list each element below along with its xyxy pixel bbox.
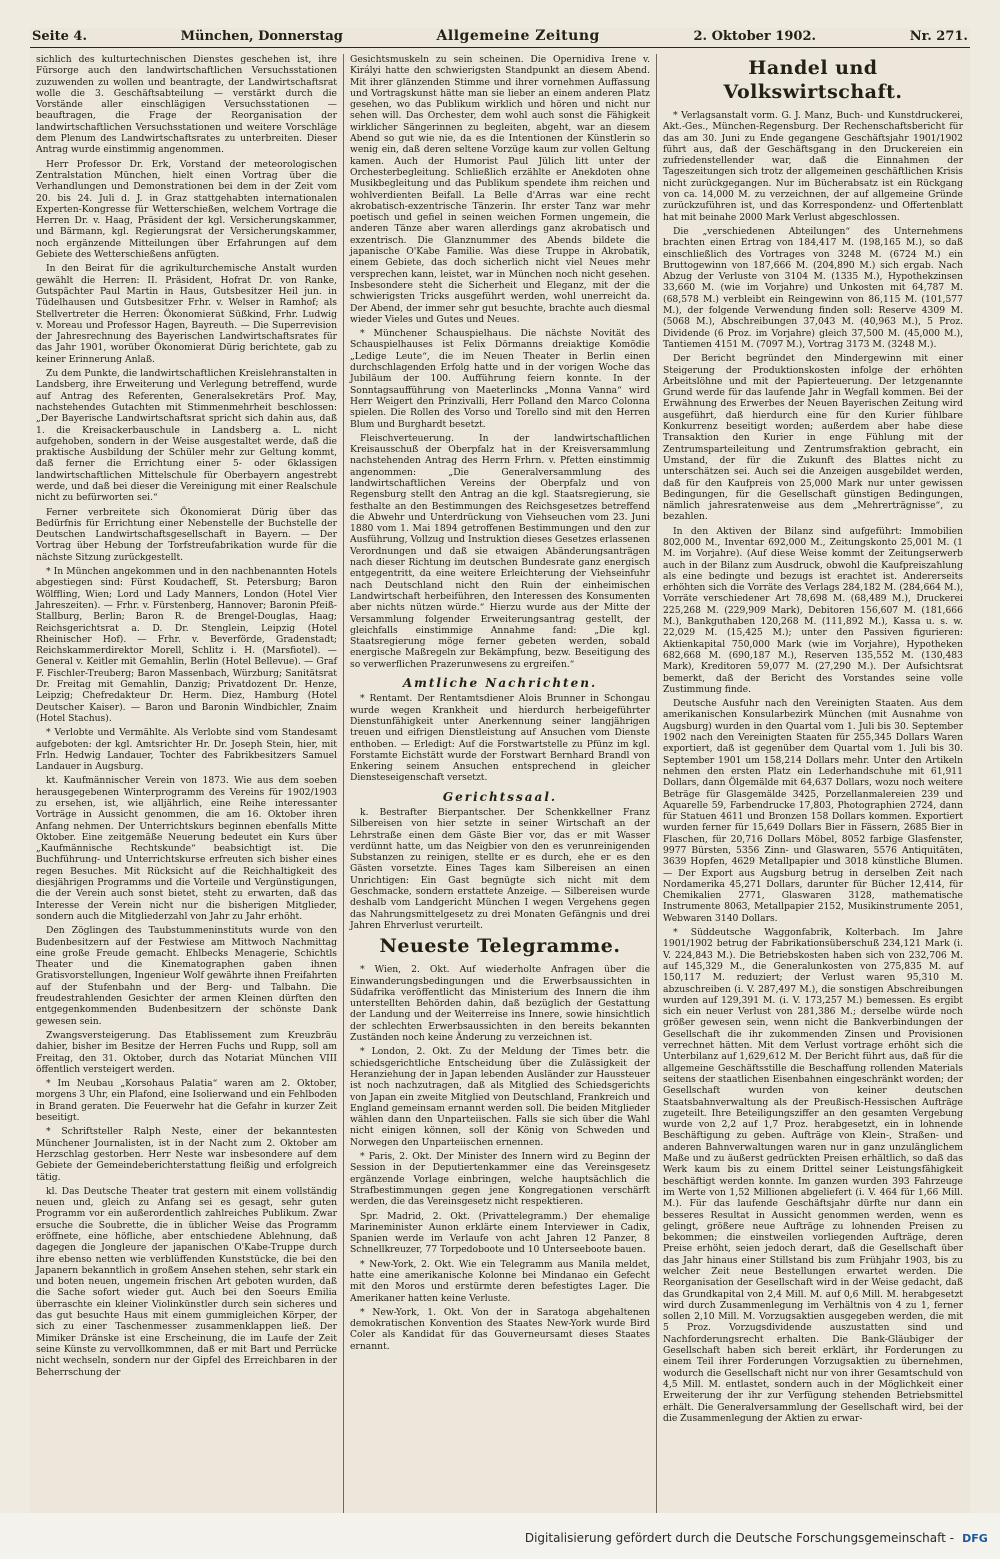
- article-paragraph: Die „verschiedenen Abteilungen“ des Unternehmens brachten einen Ertrag von 184,417 M. (198,165 M.), so daß einschließlich des Vortrages von 3248 M. (6724 M.) ein Bruttogewinn von 187,666 M. (204,890 M.) sich ergab. Nach Abzug der Verluste von 3104 M. (1335 M.), Hypothekzinsen 33,660 M. (wie im Vorjahre) und Unkosten mit 64,787 M. (68,578 M.) verbleibt ein Reingewinn von 86,115 M. (101,577 M.), der folgende Verwendung finden soll: Reserve 4309 M. (5068 M.), Abschreibungen 37,043 M. (40,963 M.), 5 Proz. Dividende (6 Proz. im Vorjahre) gleich 37,500 M. (45,000 M.), Tantiemen 4151 M. (7097 M.), Vortrag 3173 M. (3248 M.).: [663, 225, 963, 350]
- article-paragraph: k. Bestrafter Bierpantscher. Der Schenkkellner Franz Silbereisen von hier setzte in seiner Wirtschaft an der Lehrstraße einen dem Gäste Bier vor, das er mit Wasser verdünnt hatte, um das Neigbier von den es verunreinigenden Substanzen zu reinigen, stellte er es durch, ehe er es den Gästen vorsetzte. Eines Tages kam Silbereisen an einen Unrichtigen: Ein Gast begnügte sich nicht mit dem Geschmacke, sondern erstattete Anzeige. — Silbereisen wurde deshalb vom Landgericht München I wegen Vergehens gegen das Nahrungsmittelgesetz zu drei Monaten Gefängnis und drei Jahren Ehrverlust verurteilt.: [350, 807, 650, 931]
- article-paragraph: * Verlobte und Vermählte. Als Verlobte sind vom Standesamt aufgeboten: der kgl. Amtsrichter Hr. Dr. Joseph Stein, hier, mit Frln. Hedwig Landauer, Tochter des Fabrikbesitzers Samuel Landauer in Augsburg.: [36, 727, 337, 773]
- article-paragraph: Deutsche Ausfuhr nach den Vereinigten Staaten. Aus dem amerikanischen Konsularbezirk München (mit Ausnahme von Augsburg) wurden in den Quartal vom 1. Juli bis 30. September 1902 nach den Vereinigten Staaten für 255,345 Dollars Waren exportiert, daß ist gegenüber dem Quartal vom 1. Juli bis 30. September 1901 um 158,214 Dollars mehr. Unter den Artikeln nehmen den ersten Platz ein Lederhandschuhe mit 61,911 Dollars, dann Ölgemälde mit 64,637 Dollars, wozu noch weitere Beträge für Glasgemälde 3425, Porzellanmalereien 239 und Aquarelle 59, Farbendrucke 17,803, Photographien 2724, dann für Statuen 4611 und Bronzen 158 Dollars kommen. Exportiert wurden ferner für 15,649 Dollars Bier in Fässern, 2685 Bier in Flaschen, für 20,716 Dollars Möbel, 8052 farbige Glasfenster, 9977 Bürsten, 5356 Zinn- und Glaswaren, 5576 Antiquitäten, 3639 Hopfen, 4629 Metallpapier und 3018 künstliche Blumen. — Der Export aus Augsburg betrug in derselben Zeit nach Nordamerika 45,271 Dollars, darunter für Bücher 12,414, für Chemikalien 2771, Glaswaren 3128, mathematische Instrumente 8063, Metallpapier 2152, Musikinstrumente 2051, Webwaren 3140 Dollars.: [663, 698, 963, 924]
- article-paragraph: Ferner verbreitete sich Ökonomierat Dürig über das Bedürfnis für Errichtung einer Nebenstelle der Buchstelle der Deutschen Landwirtschaftsgesellschaft in Bayern. — Der Vortrag über Hebung der Torfstreufabrikation wurde für die nächste Sitzung zurückgestellt.: [36, 506, 337, 563]
- article-paragraph: Herr Professor Dr. Erk, Vorstand der meteorologischen Zentralstation München, hielt einen Vortrag über die Verhandlungen und Demonstrationen bei dem in der Zeit vom 20. bis 24. Juli d. J. in Graz stattgehabten internationalen Experten-Kongresse für Wetterschießen, welchem Vortrage die Herren Dr. v. Haag, Präsident der kgl. Versicherungskammer, und Bärmann, kgl. Regierungsrat der Versicherungskammer, noch ergänzende Mitteilungen über Erfahrungen auf dem Gebiete des Wetterschießens anfügten.: [36, 158, 337, 261]
- footer-credit: Digitalisierung gefördert durch die Deutsche Forschungsgemeinschaft -: [524, 1531, 954, 1545]
- masthead: [30, 28, 970, 48]
- article-paragraph: kt. Kaufmännischer Verein von 1873. Wie aus dem soeben herausgegebenen Winterprogramm des Vereins für 1902/1903 zu ersehen, ist, wie alljährlich, eine Reihe interessanter Vorträge in Aussicht genommen, die am 16. Oktober ihren Anfang nehmen. Der Unterrichtskurs beginnen ebenfalls Mitte Oktober. Eine zeitgemäße Neuerung bedeutet ein Kurs über „Kaufmännische Rechtskunde“ beabsichtigt ist. Die Buchführung- und Unterrichtskurse erfreuten sich bisher eines regen Besuches. Mit Rücksicht auf die Reichhaltigkeit des diesjährigen Programms und die Vorteile und Vergünstigungen, die der Verein auch sonst bietet, steht zu erwarten, daß das Interesse der Verein nicht nur die bisherigen Mitglieder, sondern auch die Mitgliederzahl von Jahr zu Jahr erhöht.: [36, 775, 337, 922]
- column-2: [343, 54, 656, 1513]
- article-paragraph: * London, 2. Okt. Zu der Meldung der Times betr. die schiedsgerichtliche Entscheidung über die Zulässigkeit der Heranziehung der in Japan lebenden Ausländer zur Haussteuer ist noch nachzutragen, daß als Mitglied des Schiedsgerichts von Japan ein zweite Mitglied von Deutschland, Frankreich und England gemeinsam ernannt werden soll. Die beiden Mitglieder wählen dann den Unparteiischen. Falls sie sich über die Wahl nicht einigen können, soll der König von Schweden und Norwegen den Unparteiischen ernennen.: [350, 1046, 650, 1148]
- article-paragraph: * Schriftsteller Ralph Neste, einer der bekanntesten Münchener Journalisten, ist in der Nacht zum 2. Oktober am Herzschlag gestorben. Herr Neste war insbesondere auf dem Gebiete der Gemeindeberichterstattung fleißig und erfolgreich tätig.: [36, 1126, 337, 1183]
- article-paragraph: Spr. Madrid, 2. Okt. (Privattelegramm.) Der ehemalige Marineminister Aunon erklärte einem Interviewer in Cadix, Spanien werde im Verlaufe von acht Jahren 12 Panzer, 8 Schnellkreuzer, 77 Torpedoboote und 10 Unterseeboote bauen.: [350, 1210, 650, 1256]
- newspaper-page: [30, 28, 970, 1513]
- newspaper-title: Allgemeine Zeitung: [436, 28, 600, 44]
- article-paragraph: * New-York, 1. Okt. Von der in Saratoga abgehaltenen demokratischen Konvention des Staates New-York wurde Bird Coler als Kandidat für das Gouverneursamt dieses Staates ernannt.: [350, 1306, 650, 1352]
- article-paragraph: Zu dem Punkte, die landwirtschaftlichen Kreislehranstalten in Landsberg, ihre Erweiterung und Verlegung betreffend, wurde auf Antrag des Referenten, Generalsekretärs Prof. May, nachstehendes Gutachten mit Stimmenmehrheit beschlossen: „Der Bayerische Landwirtschaftsrat spricht sich dahin aus, daß 1. die Kreisackerbauschule in Landsberg a. L. nicht aufgehoben, sondern in der Weise ausgestaltet werde, daß die praktische Ausbildung der Schüler mehr zur Geltung kommt, daß ferner die Errichtung einer 5- oder 6klassigen landwirtschaftlichen Mittelschule für Oberbayern angestrebt werde, und daß bei dieser die Vereinigung mit einer Realschule nicht zu befürworten sei.“: [36, 368, 337, 504]
- article-paragraph: In den Beirat für die agrikulturchemische Anstalt wurden gewählt die Herren: II. Präsident, Hofrat Dr. von Ranke, Gutspächter Paul Martin in Haus, Gutsbesitzer Heil jun. in Tüdelhausen und Gutsbesitzer Frhr. v. Welser in Ramhof; als Stellvertreter die Herren: Ökonomierat Süßkind, Frhr. Ludwig v. Moreau und Professor Hagen, Bayreuth. — Die Superrevision der Jahresrechnung des Bayerischen Landwirtschaftsrates für das Jahr 1901, worüber Ökonomierat Dürig berichtete, gab zu keiner Erinnerung Anlaß.: [36, 263, 337, 365]
- article-paragraph: * In München angekommen und in den nachbenannten Hotels abgestiegen sind: Fürst Koudacheff, St. Petersburg; Baron Wölffling, Wien; Lord und Lady Manners, London (Hotel Vier Jahreszeiten). — Frhr. v. Fürstenberg, Hannover; Baronin Pfeiß-Stallburg, Berlin; Baron R. de Brengel-Douglas, Haag; Reichsgerichtsrat a. D. Dr. Stenglein, Leipzig (Hotel Rheinischer Hof). — Frhr. v. Beverförde, Gradenstadt; Reichskammerdirektor Morell, Schlitz i. H. (Marsfiotel). — General v. Keitler mit Gemahlin, Berlin (Hotel Bellevue). — Graf F. Fischler-Treuberg; Baron Massenbach, Würzburg; Sanitätsrat Dr. Freitag mit Gemahlin, Danzig; Privatdozent Dr. Henze, Leipzig; Chefredakteur Dr. Herm. Diez, Hamburg (Hotel Deutscher Kaiser). — Baron und Baronin Windbichler, Znaim (Hotel Stachus).: [36, 566, 337, 724]
- article-paragraph: * Münchener Schauspielhaus. Die nächste Novität des Schauspielhauses ist Felix Dörmanns dreiaktige Komödie „Ledige Leute“, die im Neuen Theater in Berlin einen durchschlagenden Erfolg hatte und in der vorigen Woche das Jubiläum der 100. Aufführung feiern konnte. In der Sonntagsaufführung von Maeterlincks „Monna Vanna“ wird Herr Weigert den Prinzivalli, Herr Polland den Marco Colonna spielen. Die Rollen des Vorso und Torello sind mit den Herren Blum und Burghardt besetzt.: [350, 328, 650, 430]
- article-paragraph: * Süddeutsche Waggonfabrik, Kolterbach. Im Jahre 1901/1902 betrug der Fabrikationsüberschuß 234,121 Mark (i. V. 224,843 M.). Die Betriebskosten haben sich von 232,706 M. auf 145,329 M., die Generalunkosten von 275,835 M. auf 150,117 M. reduziert; der Verlust waren 95,310 M. abzuschreiben (i. V. 287,497 M.), die sonstigen Abschreibungen wurden auf 129,391 M. (i. V. 173,257 M.) bemessen. Es ergibt sich ein neuer Verlust von 281,386 M.; derselbe würde noch größer gewesen sein, wenn nicht die Bankverbindungen der Gesellschaft die ihr zukommenden Zinsen und Provisionen verrechnet hätten. Mit dem Verlust vortrage erhöht sich die Unterbilanz auf 1,629,612 M. Der Bericht führt aus, daß für die allgemeine Geschäftsstille die Beschaffung rollenden Materials seitens der staatlichen Eisenbahnen eingeschränkt worden; der Gesellschaft wurden von keiner deutschen Staatsbahnverwaltung als der Preußisch-Hessischen Aufträge zugeteilt. Ihre Beteiligungsziffer an den gesamten Vergebung wurde von 2,2 auf 1,7 Proz. herabgesetzt, ein in lohnende Beschäftigung zu geben. Aufträge von Klein-, Straßen- und anderen Bahnverwaltungen waren nur in ganz unzulänglichem Maße und zu äußerst gedrückten Preisen erhältlich, so daß das Werk kaum bis zu einem Drittel seiner Leistungsfähigkeit beschäftigt werden konnte. Im ganzen wurden 393 Fahrzeuge im Werte von 1,52 Millionen abgeliefert (i. V. 464 für 1,66 Mill. M.). Für das laufende Geschäftsjahr dürfte nur dann ein besseres Resultat in Aussicht genommen werden, wenn es gelingt, größere neue Aufträge zu lohnenden Preisen zu bekommen; die einstweilen vorliegenden Aufträge, deren Preise erhöht, seien jedoch derart, daß die Gesellschaft über das Jahr hinaus einer Stillstand bis zum Frühjahr 1903, bis zu welcher Zeit neue Bestellungen erwartet werden. Die Reorganisation der Gesellschaft wird in der Weise gedacht, daß das Grundkapital von 2,4 Mill. M. auf 0,6 Mill. M. herabgesetzt wird durch Zusammenlegung im Verhältnis von 4 zu 1, ferner sollen 2,10 Mill. M. Vorzugsaktien ausgegeben werden, die mit 5 Proz. Vorzugsdividende auszustatten sind und Nachforderungsrecht erhalten. Die Bank-Gläubiger der Gesellschaft haben sich bereit erklärt, ihr Forderungen zu einem Teil ihrer Forderungen Vorzugsaktien zu übernehmen, wodurch die Gesellschaft nicht nur von ihrer Gesamtschuld von 4,5 Mill. M. entlastet, sondern auch in der Möglichkeit einer Erweiterung der ihr zur Verfügung stehenden Betriebsmittel erhält. Die Generalversammlung der Gesellschaft wird, bei der die Zusammenlegung der Aktien zu erwar-: [663, 927, 963, 1424]
- article-paragraph: kl. Das Deutsche Theater trat gestern mit einem vollständig neuen und, gleich zu Anfang sei es gesagt, sehr guten Programm vor ein außerordentlich zahlreiches Publikum. Zwar ersuche die Soubrette, die in üblicher Weise das Programm eröffnete, eine höfliche, aber entschiedene Ablehnung, daß dagegen die Jongleure der japanischen O'Kabe-Truppe durch ihre ebenso netten wie verblüffenden Kunststücke, die bei den Japanern bekanntlich in großem Ansehen stehen, sehr stark ein und boten neuen, ungemein frischen Art geboten wurden, daß die Sache sofort wieder gut. Auch bei den Soeurs Emilia überraschte ein kleiner Violinkünstler durch sein sicheres und das gut besuchte Haus mit einem gummigleichen Körper, der sich zu einer Taschenmesser zusammenklappen ließ. Der Mimiker Dränske ist eine Erscheinung, die im Laufe der Zeit seine Künste zu vervollkommnen, daß er mit Bart und Perrücke nicht wechseln, sondern nur der Gipfel des Erreichbaren in der Beherrschung der: [36, 1185, 337, 1378]
- article-paragraph: Gesichtsmuskeln zu sein scheinen. Die Opernidiva Irene v. Királyi hatte den schwierigsten Standpunkt an diesem Abend. Mit ihrer glänzenden Stimme und ihrer vornehmen Auffassung und Vortragskunst hätte man sie lieber an einem anderen Platz gesehen, wo das Publikum wirklich und hören und nicht nur sehen will. Das Orchester, dem wohl auch sonst die Fähigkeit wirklicher Sängerinnen zu begleiten, abgeht, war an diesem Abend so gut wie nie, da es die Intentionen der Künstlerin so wenig ein, daß deren seltene Vorzüge kaum zur vollen Geltung kamen. Auch der Humorist Paul Jülich litt unter der Orchesterbegleitung. Schließlich erzählte er Anekdoten ohne Musikbegleitung und das Publikum spendete ihm reichen und wohlverdienten Beifall. La Belle d'Arras war eine recht akrobatisch-exzentrische Tänzerin. Ihr erster Tanz war mehr poetisch und gefiel in seinen weichen Formen ungemein, die anderen Tänze aber waren allerdings ganz akrobatisch und exzentrisch. Die Glanznummer des Abends bildete die japanische O'Kabe Familie. Was diese Truppe in Akrobatik, einem Gebiete, das doch sicherlich nicht viel Neues mehr versprechen kann, leistet, war in München noch nicht gesehen. Insbesondere steht die Sicherheit und Eleganz, mit der die schwierigsten Tricks ausgeführt werden, wohl unerreicht da. Der Abend, der immer sehr gut besuchte, brachte auch diesmal wieder Vieles und Gutes und Neues.: [350, 54, 650, 325]
- place-day: München, Donnerstag: [180, 29, 343, 44]
- issue-date: 2. Oktober 1902.: [693, 29, 817, 44]
- article-paragraph: * Paris, 2. Okt. Der Minister des Innern wird zu Beginn der Session in der Deputiertenkammer eine das Vereinsgesetz ergänzende Vorlage einbringen, welche hauptsächlich die Strafbestimmungen gegen jene Kongregationen verschärft werden, die das Vereinsgesetz nicht respektieren.: [350, 1151, 650, 1208]
- article-paragraph: * New-York, 2. Okt. Wie ein Telegramm aus Manila meldet, hatte eine amerikanische Kolonne bei Mindanao ein Gefecht mit den Moros und erstürmte deren befestigtes Lager. Die Amerikaner hatten keine Verluste.: [350, 1258, 650, 1304]
- article-paragraph: sichlich des kulturtechnischen Dienstes geschehen ist, ihre Fürsorge auch den landwirtschaftlichen Versuchsstationen zuzuwenden zu wollen und beantragte, der Landwirtschaftsrat wolle die 3. Geschäftsabteilung — verstärkt durch die Vorstände aller einschlägigen Versuchsstationen — beauftragen, die Frage der Reorganisation der landwirtschaftlichen Versuchsstationen und weitere Vorschläge dem Plenum des Landwirtschaftsrates zu unterbreiten. Dieser Antrag wurde einstimmig angenommen.: [36, 54, 337, 156]
- article-paragraph: Fleischverteuerung. In der landwirtschaftlichen Kreisausschuß der Oberpfalz hat in der Kreisversammlung nachstehenden Antrag des Herrn Frhrn. v. Pfetten einstimmig angenommen: „Die Generalversammlung des landwirtschaftlichen Vereins der Oberpfalz und von Regensburg stellt den Antrag an die kgl. Staatsregierung, sie festhalte an den Bestimmungen des Reichsgesetzes betreffend die Abwehr und Unterdrückung von Viehseuchen vom 23. Juni 1880 vom 1. Mai 1894 getroffenen Bestimmungen und den zur Ausführung, Vollzug und Instruktion dieses Gesetzes erlassenen Verordnungen und daß sie etwaigen Abänderungsanträgen nach dieser Richtung im deutschen Bundesrate ganz energisch entgegentritt, da eine weitere Erleichterung der Viehseinfuhr nach Deutschland nicht den Ruin der einheimischen Landwirtschaft herbeiführen, den Interessen des Konsumenten aber nichts nützen würde.“ Hierzu wurde aus der Mitte der Versammlung folgender Erweiterungsantrag gestellt, der gleichfalls einstimmige Annahme fand: „Die kgl. Staatsregierung möge ferner gebeten werden, sobald energische Maßregeln zur Bekämpfung, bezw. Beseitigung des so verwerflichen Prazerunwesens zu ergreifen.“: [350, 432, 650, 670]
- article-paragraph: * Verlagsanstalt vorm. G. J. Manz, Buch- und Kunstdruckerei, Akt.-Ges., München-Regensburg. Der Rechenschaftsbericht für das am 30. Juni zu Ende gegangene Geschäftsjahr 1901/1902 führt aus, daß der Geschäftsgang in den Druckereien ein zufriedenstellender war, daß die Einnahmen der Tageszeitungen sich trotz der allgemeinen geschäftlichen Krisis nicht zurückgegangen. Nur im Bücherabsatz ist ein Rückgang von ca. 14,000 M. zu verzeichnen, der auf allgemeine Gründe zurückzuführen ist, und das Korrespondenz- und Offertenblatt hat mit beinahe 2000 Mark Verlust abgeschlossen.: [663, 110, 963, 223]
- article-paragraph: * Rentamt. Der Rentamtsdiener Alois Brunner in Schongau wurde wegen Krankheit und hierdurch herbeigeführter Dienstunfähigkeit unter Anerkennung seiner langjährigen treuen und eifrigen Dienstleistung auf Ansuchen vom Dienste enthoben. — Erledigt: Auf die Forstwartstelle zu Pfünz im kgl. Forstamte Eichstätt wurde der Forstwart Bernhard Brandl von Enkering seinem Ansuchen entsprechend in gleicher Diensteseigenschaft versetzt.: [350, 693, 650, 784]
- article-paragraph: Den Zöglingen des Taubstummeninstituts wurde von den Budenbesitzern auf der Festwiese am Mittwoch Nachmittag eine große Freude gemacht. Ehlbecks Menagerie, Schichtls Theater und die Kinematographen gaben ihnen Gratisvorstellungen, Ingenieur Wolf gewährte ihnen Freifahrten auf der Stufenbahn und der Berg- und Talbahn. Die freudestrahlenden Gesichter der armen Kleinen dürften den entgegenkommenden Budenbesitzern der schönste Dank gewesen sein.: [36, 925, 337, 1027]
- article-paragraph: Zwangsversteigerung. Das Etablissement zum Kreuzbräu dahier, bisher im Besitze der Herren Fuchs und Rupp, soll am Freitag, den 31. Oktober, durch das Notariat München VIII öffentlich versteigert werden.: [36, 1029, 337, 1075]
- article-paragraph: * Wien, 2. Okt. Auf wiederholte Anfragen über die Einwanderungsbedingungen und die Erwerbsaussichten in Südafrika veröffentlicht das Ministerium des Innern die ihm unterstellten Behörden dahin, daß bezüglich der Gestattung der Landung und der Weiterreise ins Innere, sowie hinsichtlich der schlechten Erwerbsaussichten in den bereits bekannten Zuständen noch keine Änderung zu verzeichnen ist.: [350, 964, 650, 1044]
- issue-number: Nr. 271.: [909, 29, 968, 44]
- dfg-logo-icon: DFG: [962, 1532, 988, 1545]
- digitization-footer: [0, 1513, 1000, 1559]
- section-heading-gerichtssaal: Gerichtssaal.: [442, 789, 558, 804]
- article-paragraph: In den Aktiven der Bilanz sind aufgeführt: Immobilien 802,000 M., Inventar 692,000 M., Zeitungskonto 25,001 M. (1 M. im Vorjahre). (Auf diese Weise kommt der Zeitungserwerb auch in der Bilanz zum Ausdruck, obwohl die Kaufpreiszahlung als eine bedingte und bezugs ist erachtet ist. Andererseits erhöhten sich die Vorräte des Verlags 284,182 M. (284,664 M.), Vorräte verschiedener Art 78,698 M. (68,489 M.), Druckerei 225,268 M. (229,909 Mark), Debitoren 156,607 M. (181,666 M.), Bankguthaben 120,268 M. (111,892 M.), Kassa u. s. w. 22,029 M. (15,425 M.); unter den Passiven figurieren: Aktienkapital 750,000 Mark (wie im Vorjahre), Hypotheken 682,668 M. (690,187 M.), Reserven 135,552 M. (130,483 Mark), Kreditoren 59,077 M. (27,290 M.). Der Aufsichtsrat bemerkt, daß der Bericht des Vorstandes seine volle Zustimmung finde.: [663, 525, 963, 695]
- column-3: [656, 54, 969, 1513]
- article-paragraph: Der Bericht begründet den Mindergewinn mit einer Steigerung der Produktionskosten infolge der erhöhten Arbeitslöhne und mit der Papierteuerung. Der letzgenannte Grund werde für das laufende Jahr in Wegfall kommen. Bei der Erwähnung des Erwerbes der Neuen Bayerischen Zeitung wird ausgeführt, daß hierdurch eine für den Kurier fühlbare Konkurrenz beseitigt worden; außerdem aber habe diese Transaktion den Kurier in enge Fühlung mit der Zentrumsparteileitung und Zentrumsfraktion gebracht, ein Umstand, der für die Zukunft des Blattes nicht zu unterschätzen sei. Auch sei die Anzeigen ausgebildet werden, daß für den Kaufpreis von 25,000 Mark nur unter gewissen Bedingungen, für die Gesellschaft günstigen Bedingungen, nämlich jahresratenweise aus dem „Mehrerträgnisse“, zu bezahlen.: [663, 353, 963, 523]
- section-heading-telegramme: Neueste Telegramme.: [379, 935, 621, 958]
- column-1: [30, 54, 343, 1513]
- article-paragraph: * Im Neubau „Korsohaus Palatia“ waren am 2. Oktober, morgens 3 Uhr, ein Plafond, eine Isolierwand und ein Fehlboden in Brand geraten. Die Feuerwehr hat die Gefahr in kurzer Zeit beseitigt.: [36, 1078, 337, 1124]
- section-heading-handel: Handel und Volkswirtschaft.: [723, 57, 903, 103]
- section-heading-amtliche: Amtliche Nachrichten.: [402, 676, 598, 691]
- page-number: Seite 4.: [32, 29, 87, 44]
